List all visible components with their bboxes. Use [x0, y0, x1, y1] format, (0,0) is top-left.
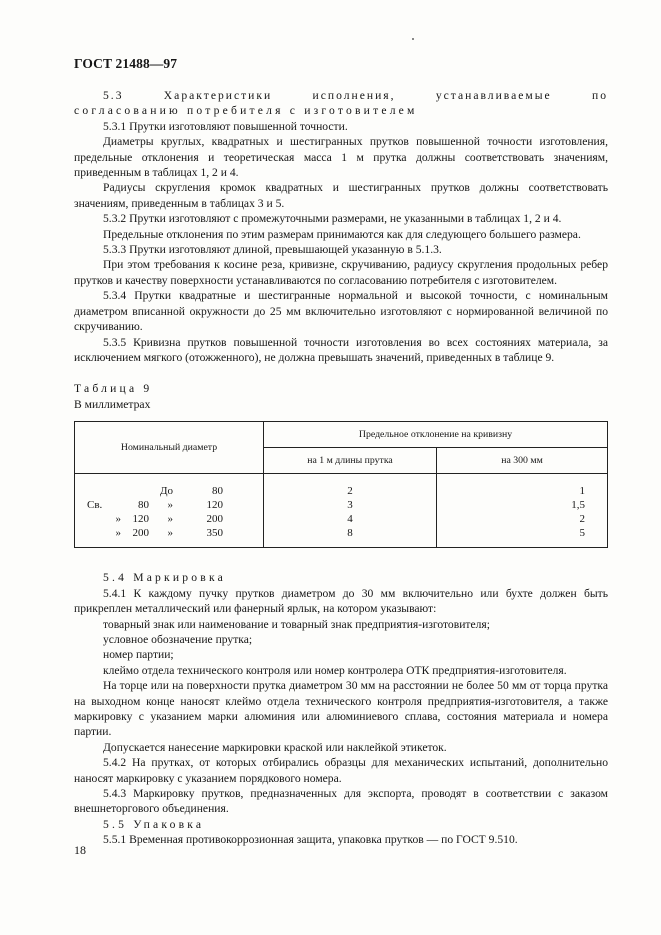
diameter-from: 80	[138, 498, 149, 511]
paragraph-deviations: Предельные отклонения по этим размерам принимаются как для следующего большего размера.	[103, 227, 581, 241]
diameter-row-2	[75, 513, 263, 527]
curvature-table	[74, 421, 608, 548]
table-units: В миллиметрах	[74, 397, 151, 411]
per-300mm-value: 1,5	[571, 498, 585, 511]
document-header: ГОСТ 21488—97	[74, 56, 178, 71]
diameter-from	[121, 485, 149, 499]
diameter-prefix: »	[115, 526, 121, 539]
paragraph-5-5-1: 5.5.1 Временная противокоррозионная защита, упаковка прутков — по ГОСТ 9.510.	[103, 833, 518, 847]
section-heading-5-4: 5.4 Маркировка	[103, 571, 226, 585]
diameter-prefix: »	[115, 512, 121, 525]
paragraph-paint: Допускается нанесение маркировки краской или наклейкой этикеток.	[103, 740, 447, 754]
paragraph-5-3-2: 5.3.2 Прутки изготовляют с промежуточными размерами, не указанными в таблицах 1, 2 и 4.	[103, 212, 562, 226]
paragraph-requirements: При этом требования к косине реза, кривизне, скручиванию, радиусу скругления продольных ребер прутков и качеству поверхности устанавливаются по согласованию потребителя с изготовителем.	[74, 258, 608, 287]
diameter-sep: »	[167, 498, 173, 511]
diameter-to: 200	[206, 512, 223, 525]
scan-speck	[412, 38, 414, 40]
header-per-1m: на 1 м длины прутка	[264, 448, 437, 474]
per-300mm-value: 5	[579, 526, 585, 539]
per-300mm-cell	[437, 474, 608, 548]
paragraph-5-4-1: 5.4.1 К каждому пучку прутков диаметром до 30 мм включительно или бухте должен быть прикреплен металлический или фанерный ярлык, на котором указывают:	[74, 586, 608, 616]
diameter-cell	[75, 474, 264, 548]
list-item-stamp: клеймо отдела технического контроля или номер контролера ОТК предприятия-изготовителя.	[103, 663, 567, 677]
page-number: 18	[74, 843, 86, 857]
diameter-sep: »	[167, 512, 173, 525]
paragraph-radii: Радиусы скругления кромок квадратных и шестигранных прутков должны соответствовать значениям, приведенным в таблицах 3 и 5.	[74, 181, 608, 210]
per-300mm-value: 1	[579, 485, 585, 498]
diameter-to: 80	[212, 485, 223, 498]
list-item-batch: номер партии;	[103, 648, 174, 662]
paragraph-5-4-3: 5.4.3 Маркировку прутков, предназначенных для экспорта, проводят в соответствии с заказом внешнеторгового объединения.	[74, 787, 608, 816]
paragraph-5-3-5: 5.3.5 Кривизна прутков повышенной точности изготовления во всех состояниях материала, за исключением мягкого (отожженного), не должна превышать значений, приведенных в таблице 9.	[74, 335, 608, 364]
diameter-sep: До	[159, 485, 173, 498]
paragraph-5-3-1: 5.3.1 Прутки изготовляют повышенной точности.	[103, 119, 348, 133]
diameter-row-1	[75, 499, 263, 513]
document-body	[74, 88, 608, 848]
section-heading-5-3-line1: 5.3 Характеристики исполнения, устанавливаемые по	[103, 89, 608, 102]
per-300mm-value: 2	[579, 512, 585, 525]
per-1m-value: 3	[347, 498, 353, 511]
diameter-from: 200	[132, 526, 149, 539]
diameter-from: 120	[132, 512, 149, 525]
header-curvature-deviation: Предельное отклонение на кривизну	[264, 422, 608, 448]
paragraph-end-marking: На торце или на поверхности прутка диаметром 30 мм на расстоянии не более 50 мм от торца прутка на выходном конце наносят клеймо отдела технического контроля предприятия-изготовителя, а также маркировку с указанием марки алюминия или алюминиевого сплава, состояния материала и номера партии.	[74, 679, 608, 739]
paragraph-5-3-3: 5.3.3 Прутки изготовляют длиной, превышающей указанную в 5.1.3.	[103, 243, 442, 257]
diameter-row-0	[75, 485, 263, 499]
section-heading-5-5: 5.5 Упаковка	[103, 817, 205, 831]
table-caption: Таблица 9	[74, 382, 153, 396]
per-1m-value: 2	[347, 485, 353, 498]
per-1m-value: 8	[347, 526, 353, 539]
table-body-row	[75, 474, 608, 548]
list-item-trademark: товарный знак или наименование и товарный знак предприятия-изготовителя;	[103, 617, 490, 631]
paragraph-5-4-2: 5.4.2 На прутках, от которых отбирались образцы для механических испытаний, дополнительно наносят маркировку с указанием порядкового номера.	[74, 756, 608, 785]
list-item-designation: условное обозначение прутка;	[103, 632, 253, 646]
paragraph-diameters: Диаметры круглых, квадратных и шестигранных прутков повышенной точности изготовления, предельные отклонения и теоретическая масса 1 м прутка должны соответствовать значениям, приведенным в таблицах 1, 2 и 4.	[74, 135, 608, 180]
paragraph-5-3-4: 5.3.4 Прутки квадратные и шестигранные нормальной и высокой точности, с номинальным диаметром вписанной окружности до 25 мм включительно изготовляют с нормированной величиной по скручиванию.	[74, 289, 608, 334]
per-1m-cell	[264, 474, 437, 548]
diameter-row-3	[75, 527, 263, 541]
section-heading-5-3-line2: согласованию потребителя с изготовителем	[74, 104, 418, 118]
per-1m-value: 4	[347, 512, 353, 525]
diameter-to: 120	[206, 498, 223, 511]
header-per-300mm: на 300 мм	[437, 448, 608, 474]
header-nominal-diameter: Номинальный диаметр	[75, 422, 264, 474]
diameter-sep: »	[167, 526, 173, 539]
diameter-to: 350	[206, 526, 223, 539]
diameter-prefix: Св.	[87, 498, 103, 511]
diameter-prefix	[87, 485, 121, 499]
